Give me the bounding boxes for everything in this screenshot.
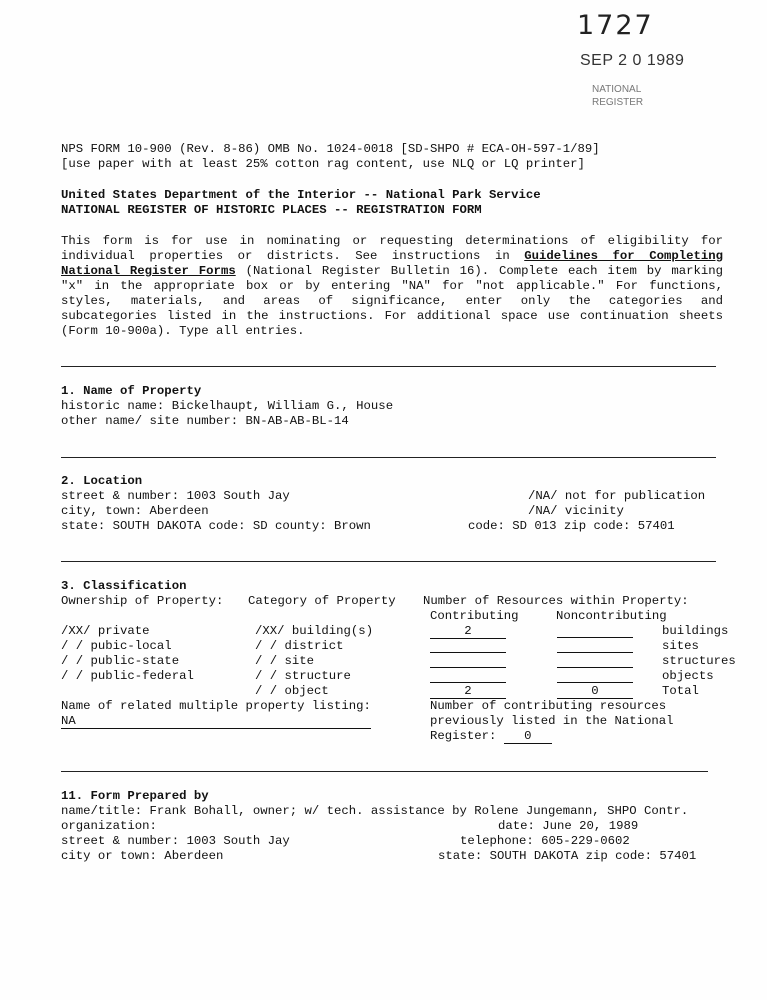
stamp-register: REGISTER: [592, 97, 644, 108]
resource-row: [557, 684, 633, 699]
ownership-label: Ownership of Property:: [61, 594, 224, 608]
guidelines-link-part2: National Register Forms: [61, 264, 236, 278]
form-title: NATIONAL REGISTER OF HISTORIC PLACES -- REGISTRATION FORM: [61, 203, 482, 217]
received-date-stamp: SEP 2 0 1989: [580, 52, 685, 69]
previously-listed-line-2: previously listed in the National: [430, 714, 674, 728]
intro-line-2-text: individual properties or districts. See instructions in: [61, 249, 525, 263]
other-name: other name/ site number: BN-AB-AB-BL-14: [61, 414, 349, 428]
multiple-property-value: NA: [61, 715, 371, 729]
section-1-heading: 1. Name of Property: [61, 384, 202, 398]
resource-row: [430, 624, 506, 639]
historic-name: historic name: Bickelhaupt, William G., House: [61, 399, 394, 413]
contributing-total: 2: [430, 685, 506, 699]
handwritten-number: 1727: [577, 10, 654, 41]
divider: [61, 457, 716, 458]
category-site: / / site: [255, 654, 315, 668]
prepared-telephone: telephone: 605-229-0602: [460, 834, 630, 848]
ownership-public-federal: / / public-federal: [61, 669, 194, 683]
location-code-zip: code: SD 013 zip code: 57401: [468, 519, 675, 533]
prepared-state-zip: state: SOUTH DAKOTA zip code: 57401: [438, 849, 697, 863]
category-district: / / district: [255, 639, 344, 653]
ownership-public-local: / / pubic-local: [61, 639, 172, 653]
register-label: Register:: [430, 729, 497, 743]
location-state: state: SOUTH DAKOTA code: SD county: Brown: [61, 519, 371, 533]
prepared-street: street & number: 1003 South Jay: [61, 834, 290, 848]
paper-instruction-line: [use paper with at least 25% cotton rag content, use NLQ or LQ printer]: [61, 157, 585, 171]
contributing-label: Contributing: [430, 609, 519, 623]
vicinity: /NA/ vicinity: [528, 504, 624, 518]
intro-line-1: This form is for use in nominating or requesting determinations of eligibility for: [61, 234, 723, 248]
ownership-private: /XX/ private: [61, 624, 150, 638]
divider: [61, 366, 716, 367]
noncontributing-count: [557, 639, 633, 653]
contributing-count: [430, 669, 506, 683]
agency-heading: United States Department of the Interior -- National Park Service: [61, 188, 541, 202]
intro-line-2: [61, 249, 723, 264]
divider: [61, 561, 716, 562]
prepared-by-organization: organization:: [61, 819, 157, 833]
category-label: Category of Property: [248, 594, 396, 608]
section-3-heading: 3. Classification: [61, 579, 187, 593]
multiple-property-label: Name of related multiple property listing:: [61, 699, 371, 713]
multiple-property-row: [61, 714, 371, 729]
resources-label: Number of Resources within Property:: [423, 594, 689, 608]
resource-type-label: Total: [662, 684, 699, 698]
noncontributing-count: [557, 624, 633, 638]
not-for-publication: /NA/ not for publication: [528, 489, 706, 503]
contributing-count: 2: [430, 625, 506, 639]
intro-line-3-text: (National Register Bulletin 16). Complete each item by marking: [235, 264, 723, 278]
location-city: city, town: Aberdeen: [61, 504, 209, 518]
noncontributing-count: [557, 669, 633, 683]
contributing-count: [430, 654, 506, 668]
intro-line-3: [61, 264, 723, 279]
category-buildings: /XX/ building(s): [255, 624, 374, 638]
location-street: street & number: 1003 South Jay: [61, 489, 290, 503]
previously-listed-count: 0: [504, 730, 552, 744]
resource-type-label: sites: [662, 639, 699, 653]
category-object: / / object: [255, 684, 329, 698]
prepared-date: date: June 20, 1989: [498, 819, 639, 833]
resource-type-label: objects: [662, 669, 714, 683]
contributing-count: [430, 639, 506, 653]
form-number-line: NPS FORM 10-900 (Rev. 8-86) OMB No. 1024-0018 [SD-SHPO # ECA-OH-597-1/89]: [61, 142, 600, 156]
prepared-city: city or town: Aberdeen: [61, 849, 224, 863]
ownership-public-state: / / public-state: [61, 654, 180, 668]
intro-line-6: subcategories listed in the instructions. For additional space use continuation sheets: [61, 309, 723, 323]
divider: [61, 771, 708, 772]
previously-listed-line-3: [430, 729, 552, 744]
previously-listed-line-1: Number of contributing resources: [430, 699, 667, 713]
resource-type-label: buildings: [662, 624, 729, 638]
guidelines-link-part1: Guidelines for Completing: [524, 249, 723, 263]
section-2-heading: 2. Location: [61, 474, 143, 488]
intro-line-5: styles, materials, and areas of significance, enter only the categories and: [61, 294, 723, 308]
section-11-heading: 11. Form Prepared by: [61, 789, 209, 803]
prepared-by-name: name/title: Frank Bohall, owner; w/ tech. assistance by Rolene Jungemann, SHPO Contr.: [61, 804, 689, 818]
stamp-national: NATIONAL: [592, 84, 642, 95]
intro-line-7: (Form 10-900a). Type all entries.: [61, 324, 305, 338]
noncontributing-total: 0: [557, 685, 633, 699]
noncontributing-label: Noncontributing: [556, 609, 667, 623]
category-structure: / / structure: [255, 669, 351, 683]
resource-type-label: structures: [662, 654, 736, 668]
noncontributing-count: [557, 654, 633, 668]
intro-line-4: "x" in the appropriate box or by entering "NA" for "not applicable." For functions,: [61, 279, 723, 293]
resource-row: [430, 684, 506, 699]
